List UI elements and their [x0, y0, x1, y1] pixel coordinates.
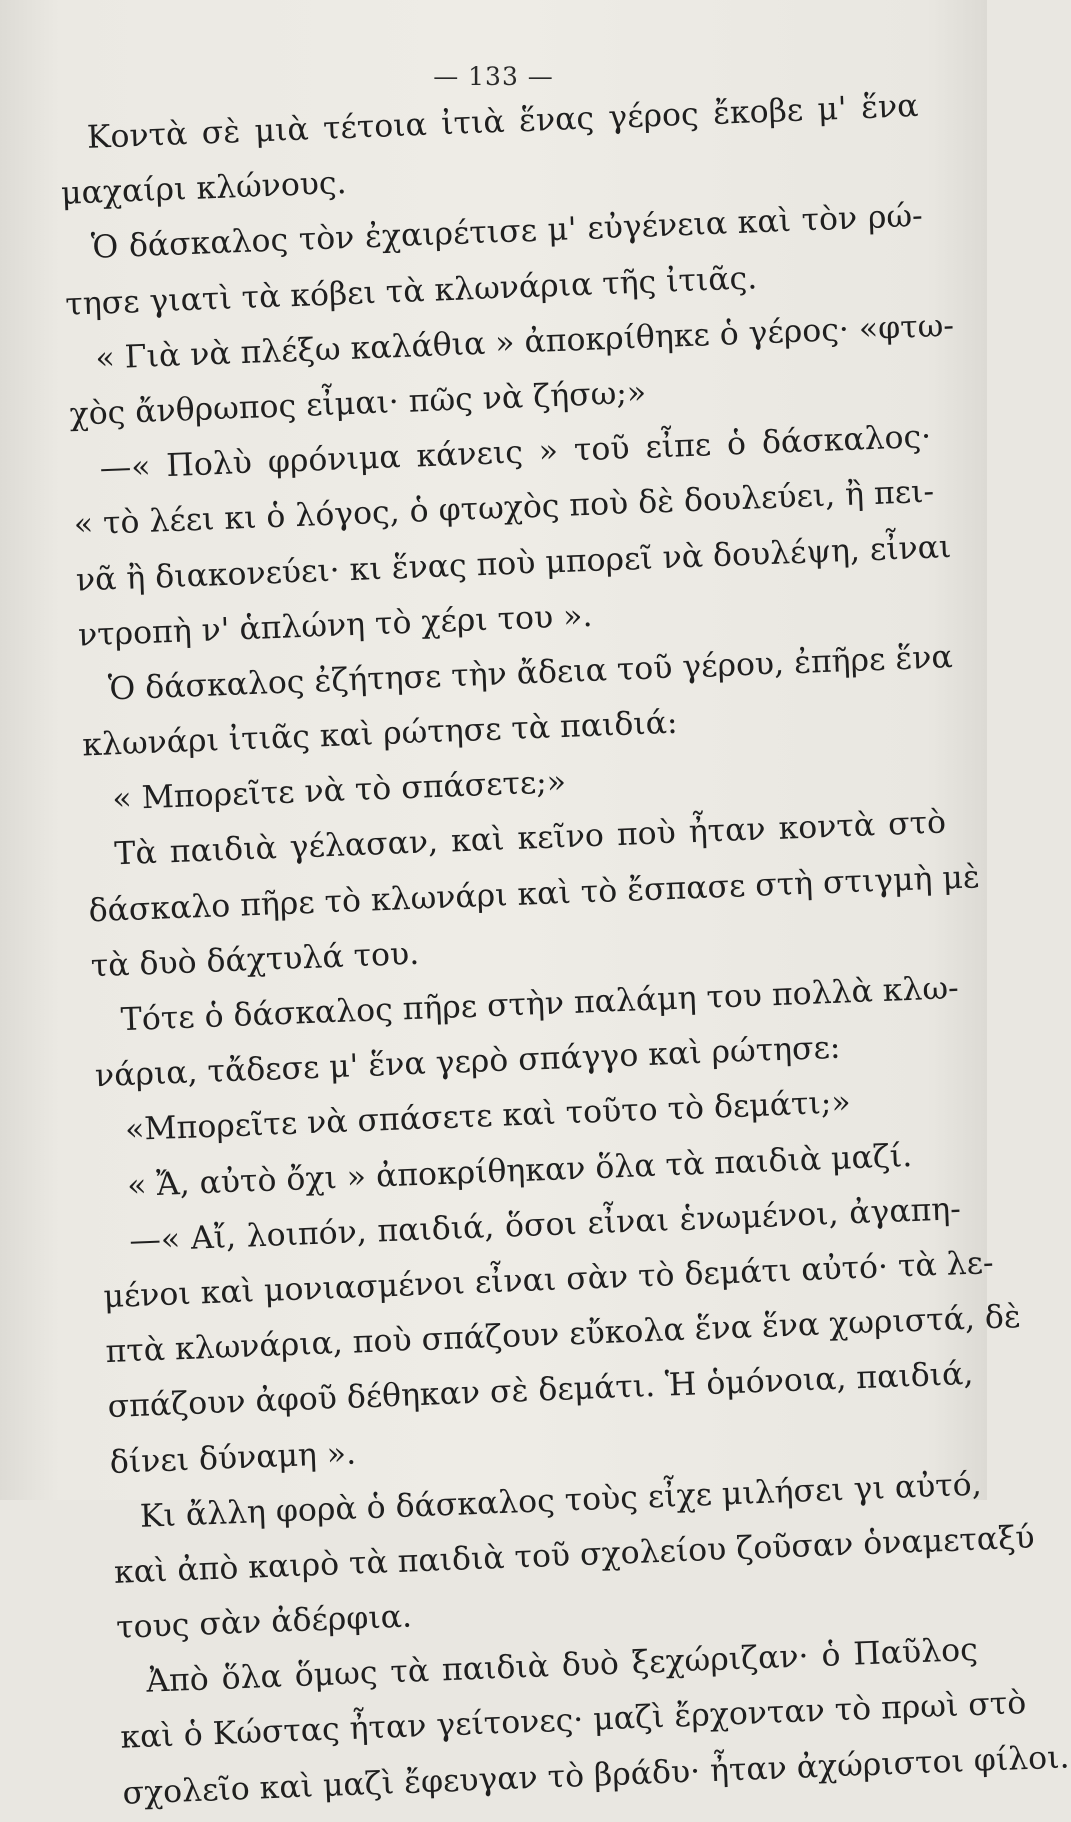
body-text: [58, 79, 1071, 1822]
text-line: καὶ ὁ Κώστας ἦταν γείτονες· μαζὶ ἔρχονταν τὸ πρωὶ στὸ: [119, 1685, 1027, 1757]
text-line: χὸς ἄνθρωπος εἶμαι· πῶς νὰ ζήσω;»: [68, 374, 647, 433]
text-line: σχολεῖο καὶ μαζὶ ἔφευγαν τὸ βράδυ· ἦταν ἀχώριστοι φίλοι.: [121, 1739, 1071, 1812]
text-line: « Ἄ, αὐτὸ ὄχι » ἀποκρίθηκαν ὅλα τὰ παιδιὰ μαζί.: [126, 1137, 913, 1204]
text-line: σπάζουν ἀφοῦ δέθηκαν σὲ δεμάτι. Ἡ ὁμόνοια, παιδιά,: [107, 1356, 974, 1426]
text-line: Ὁ δάσκαλος τὸν ἐχαιρέτισε μ' εὐγένεια καὶ τὸν ρώ-: [90, 198, 924, 267]
text-line: « τὸ λέει κι ὁ λόγος, ὁ φτωχὸς ποὺ δὲ δουλεύει, ἢ πει-: [73, 473, 935, 543]
text-line: δίνει δύναμη ».: [109, 1435, 357, 1481]
text-line: ντροπὴ ν' ἁπλώνη τὸ χέρι του ».: [77, 597, 594, 654]
text-line: « Μπορεῖτε νὰ τὸ σπάσετε;»: [111, 764, 567, 818]
text-line: νάρια, τἄδεσε μ' ἕνα γερὸ σπάγγο καὶ ρώτησε:: [94, 1029, 842, 1095]
text-line: καὶ ἀπὸ καιρὸ τὰ παιδιὰ τοῦ σχολείου ζοῦσαν ὁναμεταξύ: [113, 1519, 1036, 1591]
text-line: Τότε ὁ δάσκαλος πῆρε στὴν παλάμη του πολλὰ κλω-: [120, 970, 960, 1039]
text-line: δάσκαλο πῆρε τὸ κλωνάρι καὶ τὸ ἔσπασε στὴ στιγμὴ μὲ: [88, 858, 981, 930]
text-line: κλωνάρι ἰτιᾶς καὶ ρώτησε τὰ παιδιά:: [81, 704, 679, 764]
text-line: Κοντὰ σὲ μιὰ τέτοια ἰτιὰ ἕνας γέρος ἔκοβε μ' ἕνα: [86, 87, 920, 156]
text-line: τησε γιατὶ τὰ κόβει τὰ κλωνάρια τῆς ἰτιᾶς.: [64, 259, 758, 323]
text-line: —« Πολὺ φρόνιμα κάνεις » τοῦ εἶπε ὁ δάσκαλος·: [99, 418, 932, 487]
text-line: νᾶ ἢ διακονεύει· κι ἕνας ποὺ μπορεῖ νὰ δουλέψη, εἶναι: [75, 528, 952, 599]
page-number: — 133 —: [433, 62, 554, 91]
text-line: «Μπορεῖτε νὰ σπάσετε καὶ τοῦτο τὸ δεμάτι;»: [124, 1084, 852, 1149]
text-line: Ἀπὸ ὅλα ὅμως τὰ παιδιὰ δυὸ ξεχώριζαν· ὁ Παῦλος: [145, 1632, 979, 1701]
text-line: τους σὰν ἀδέρφια.: [115, 1598, 413, 1646]
text-line: μαχαίρι κλώνους.: [60, 165, 348, 213]
text-line: μένοι καὶ μονιασμένοι εἶναι σὰν τὸ δεμάτι αὐτό· τὰ λε-: [102, 1244, 995, 1316]
text-line: —« Αἴ, λοιπόν, παιδιά, ὅσοι εἶναι ἑνωμένοι, ἀγαπη-: [128, 1190, 962, 1259]
text-line: πτὰ κλωνάρια, ποὺ σπάζουν εὔκολα ἕνα ἕνα χωριστά, δὲ: [104, 1299, 1022, 1371]
text-line: τὰ δυὸ δάχτυλά του.: [90, 935, 420, 985]
text-line: « Γιὰ νὰ πλέξω καλάθια » ἀποκρίθηκε ὁ γέρος· «φτω-: [94, 307, 955, 377]
text-line: Ὁ δάσκαλος ἐζήτησε τὴν ἄδεια τοῦ γέρου, ἐπῆρε ἕνα: [107, 638, 954, 708]
text-line: Τὰ παιδιὰ γέλασαν, καὶ κεῖνο ποὺ ἦταν κοντὰ στὸ: [113, 804, 947, 873]
text-line: Κι ἄλλη φορὰ ὁ δάσκαλος τοὺς εἶχε μιλήσει γι αὐτό,: [139, 1466, 983, 1535]
